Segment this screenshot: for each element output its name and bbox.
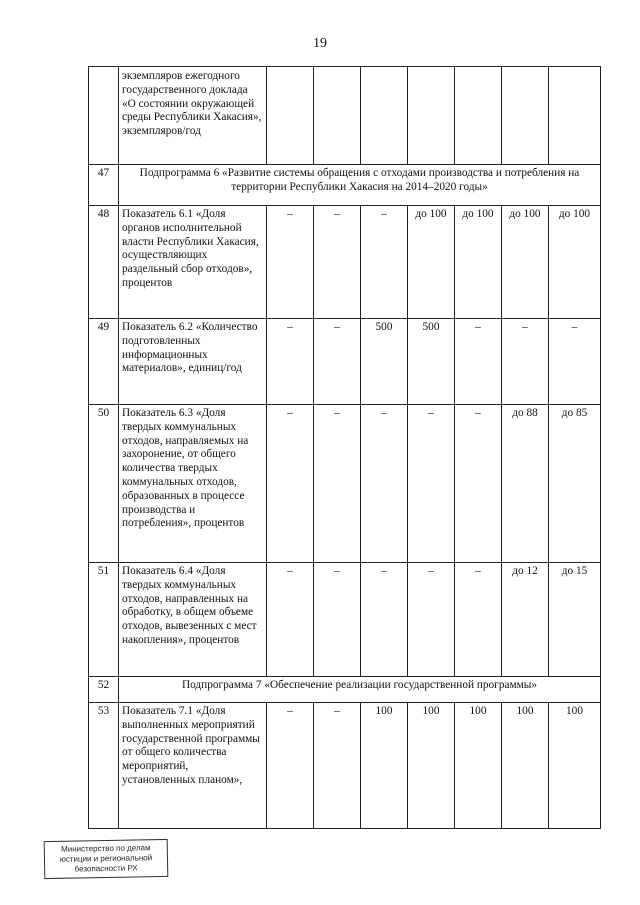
value-cell: – xyxy=(502,319,549,405)
indicator-description: экземпляров ежегодного государственного доклада «О состоянии окружающей среды Республики Хакасия», экземпляров/год xyxy=(119,67,267,165)
value-cell xyxy=(314,67,361,165)
section-row xyxy=(89,165,601,206)
value-cell xyxy=(502,67,549,165)
row-number: 48 xyxy=(89,206,119,319)
value-cell: 100 xyxy=(455,703,502,829)
value-cell: – xyxy=(267,319,314,405)
table-row xyxy=(89,405,601,563)
stamp-line: юстиции и региональной xyxy=(59,853,153,864)
value-cell: – xyxy=(408,405,455,563)
page-number: 19 xyxy=(313,36,327,51)
indicator-description: Показатель 6.3 «Доля твердых коммунальных отходов, направляемых на захоронение, от общего количества твердых коммунальных отходов, образованных в процессе производства и потребления», процентов xyxy=(119,405,267,563)
value-cell: – xyxy=(455,319,502,405)
value-cell: до 88 xyxy=(502,405,549,563)
value-cell: – xyxy=(267,703,314,829)
value-cell: – xyxy=(361,206,408,319)
value-cell: – xyxy=(361,405,408,563)
value-cell: – xyxy=(314,206,361,319)
stamp-line: безопасности РХ xyxy=(74,863,138,874)
value-cell: до 12 xyxy=(502,563,549,677)
indicator-description: Показатель 6.4 «Доля твердых коммунальных отходов, направленных на обработку, в общем объеме отходов, вывезенных с мест накопления», процентов xyxy=(119,563,267,677)
value-cell: – xyxy=(314,563,361,677)
table-row xyxy=(89,703,601,829)
value-cell xyxy=(455,67,502,165)
section-row xyxy=(89,677,601,703)
row-number: 51 xyxy=(89,563,119,677)
table-row xyxy=(89,206,601,319)
value-cell xyxy=(408,67,455,165)
value-cell xyxy=(549,67,601,165)
row-number: 50 xyxy=(89,405,119,563)
row-number: 49 xyxy=(89,319,119,405)
value-cell: – xyxy=(267,405,314,563)
row-number: 53 xyxy=(89,703,119,829)
value-cell: до 100 xyxy=(502,206,549,319)
indicator-description: Показатель 6.2 «Количество подготовленных информационных материалов», единиц/год xyxy=(119,319,267,405)
value-cell: до 100 xyxy=(455,206,502,319)
value-cell: – xyxy=(549,319,601,405)
value-cell: 500 xyxy=(361,319,408,405)
value-cell: до 85 xyxy=(549,405,601,563)
ministry-stamp xyxy=(44,839,169,879)
row-number: 52 xyxy=(89,677,119,703)
value-cell: – xyxy=(455,405,502,563)
value-cell: – xyxy=(267,563,314,677)
value-cell: 100 xyxy=(549,703,601,829)
stamp-line: Министерство по делам xyxy=(61,843,151,854)
value-cell: до 100 xyxy=(549,206,601,319)
value-cell: 100 xyxy=(408,703,455,829)
value-cell xyxy=(267,67,314,165)
value-cell: – xyxy=(314,319,361,405)
value-cell: – xyxy=(455,563,502,677)
value-cell: – xyxy=(314,703,361,829)
indicator-description: Показатель 7.1 «Доля выполненных мероприятий государственной программы от общего количества мероприятий, установленных планом», xyxy=(119,703,267,829)
value-cell: – xyxy=(314,405,361,563)
table-row xyxy=(89,67,601,165)
value-cell: до 15 xyxy=(549,563,601,677)
indicator-table xyxy=(88,66,601,829)
subprogram-heading: Подпрограмма 6 «Развитие системы обращения с отходами производства и потребления на территории Республики Хакасия на 2014–2020 годы» xyxy=(119,165,601,206)
table-row xyxy=(89,319,601,405)
value-cell: до 100 xyxy=(408,206,455,319)
value-cell: 100 xyxy=(502,703,549,829)
indicator-description: Показатель 6.1 «Доля органов исполнительной власти Республики Хакасия, осуществляющих раздельный сбор отходов», процентов xyxy=(119,206,267,319)
value-cell: 500 xyxy=(408,319,455,405)
value-cell: – xyxy=(361,563,408,677)
row-number: 47 xyxy=(89,165,119,206)
value-cell xyxy=(361,67,408,165)
subprogram-heading: Подпрограмма 7 «Обеспечение реализации государственной программы» xyxy=(119,677,601,703)
table-row xyxy=(89,563,601,677)
row-number xyxy=(89,67,119,165)
value-cell: – xyxy=(408,563,455,677)
value-cell: – xyxy=(267,206,314,319)
value-cell: 100 xyxy=(361,703,408,829)
